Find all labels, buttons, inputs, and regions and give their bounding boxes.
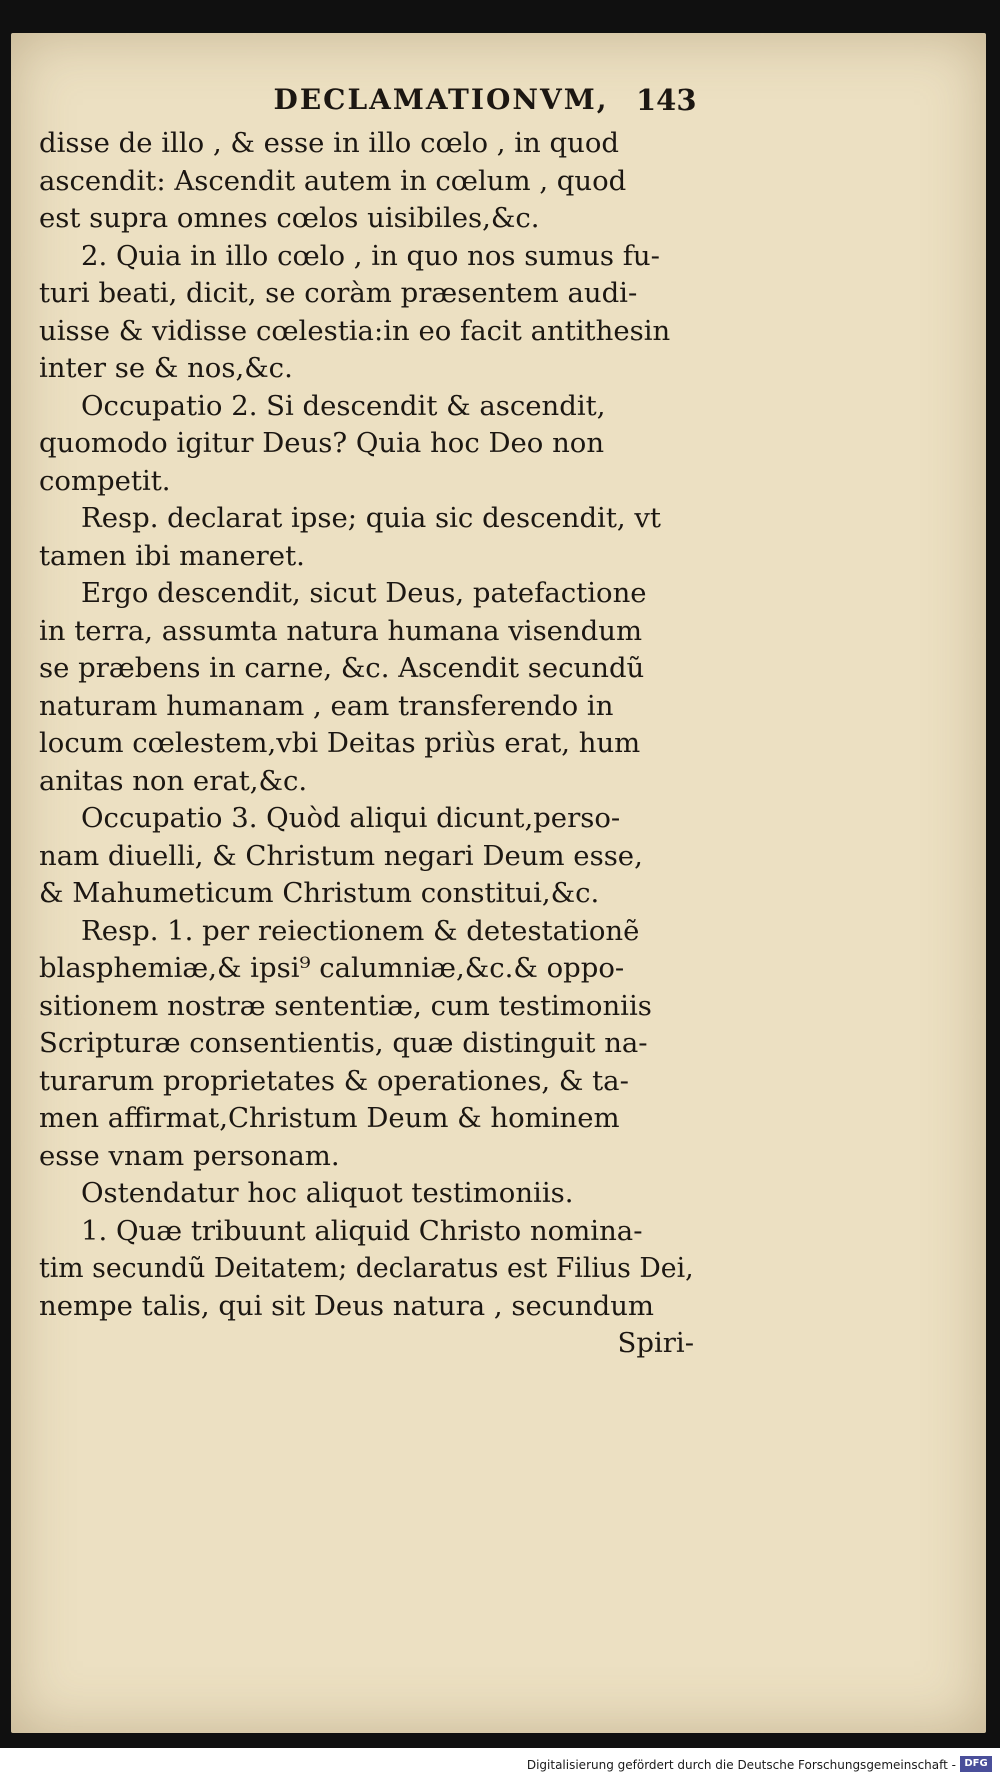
text-line: competit. — [39, 464, 171, 497]
text-line: se præbens in carne, &c. Ascendit secundũ — [39, 652, 645, 684]
text-line: anitas non erat,&c. — [39, 764, 308, 797]
text-line: quomodo igitur Deus? Quia hoc Deo non — [39, 427, 605, 459]
text-line: 2. Quia in illo cœlo , in quo nos sumus fu- — [81, 239, 660, 272]
text-line: Scripturæ consentientis, quæ distinguit na- — [39, 1027, 648, 1059]
text-line: nam diuelli, & Christum negari Deum esse, — [39, 839, 643, 872]
text-line: Occupatio 2. Si descendit & ascendit, — [81, 389, 606, 422]
text-line: Resp. declarat ipse; quia sic descendit, vt — [81, 502, 661, 534]
page-number: 143 — [636, 83, 697, 117]
text-line: esse vnam personam. — [39, 1139, 340, 1172]
text-line: Ergo descendit, sicut Deus, patefactione — [81, 577, 647, 609]
text-line: sitionem nostræ sententiæ, cum testimoniis — [39, 989, 652, 1022]
text-line: turi beati, dicit, se coràm præsentem audi- — [39, 277, 638, 309]
text-line: Occupatio 3. Quòd aliqui dicunt,perso- — [81, 802, 621, 834]
text-line: in terra, assumta natura humana visendum — [39, 614, 643, 647]
text-line: men affirmat,Christum Deum & hominem — [39, 1102, 620, 1134]
dfg-logo: DFG — [960, 1756, 992, 1772]
text-line: naturam humanam , eam transferendo in — [39, 689, 614, 722]
text-line: tamen ibi maneret. — [39, 539, 305, 572]
book-page — [11, 33, 986, 1733]
body-text — [39, 125, 694, 1363]
text-line: locum cœlestem,vbi Deitas priùs erat, hum — [39, 727, 641, 759]
text-line: est supra omnes cœlos uisibiles,&c. — [39, 202, 540, 234]
text-line: inter se & nos,&c. — [39, 352, 293, 384]
text-line: Spiri- — [617, 1327, 694, 1359]
text-line: tim secundũ Deitatem; declaratus est Filius Dei, — [39, 1252, 694, 1284]
text-line: 1. Quæ tribuunt aliquid Christo nomina- — [81, 1214, 643, 1247]
text-line: Resp. 1. per reiectionem & detestationẽ — [81, 914, 640, 947]
text-line: nempe talis, qui sit Deus natura , secundum — [39, 1289, 654, 1322]
text-line: blasphemiæ,& ipsi⁹ calumniæ,&c.& oppo- — [39, 952, 625, 984]
footer-bar — [0, 1748, 1000, 1788]
text-line: Ostendatur hoc aliquot testimoniis. — [81, 1177, 574, 1209]
text-line: uisse & vidisse cœlestia:in eo facit antithesin — [39, 314, 671, 347]
running-head: DECLAMATIONVM, — [273, 83, 609, 116]
text-line: ascendit: Ascendit autem in cœlum , quod — [39, 164, 627, 197]
text-line: & Mahumeticum Christum constitui,&c. — [39, 877, 600, 909]
text-line: disse de illo , & esse in illo cœlo , in quod — [39, 127, 619, 159]
footer-credit: Digitalisierung gefördert durch die Deutsche Forschungsgemeinschaft - — [526, 1758, 956, 1772]
text-line: turarum proprietates & operationes, & ta- — [39, 1064, 629, 1097]
